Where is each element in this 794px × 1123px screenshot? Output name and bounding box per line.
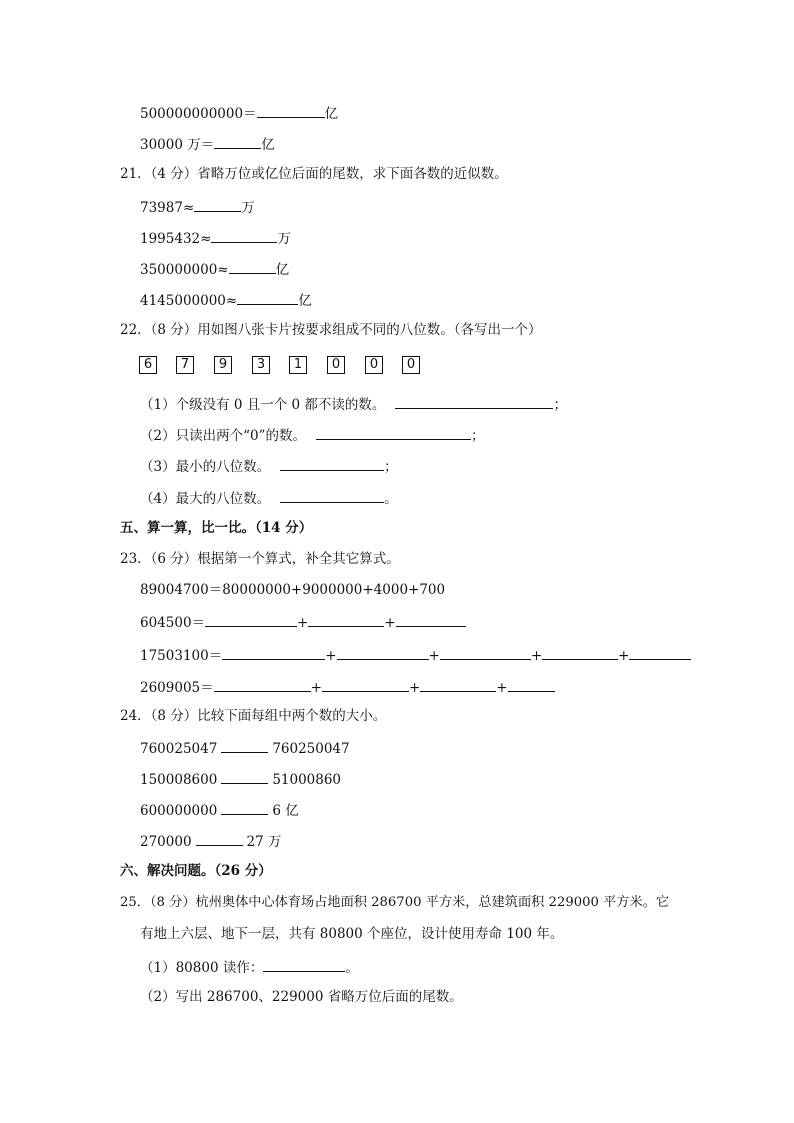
- plus-sign: +: [297, 615, 309, 631]
- q20-line-2-left: 30000 万＝: [140, 137, 215, 153]
- q23-row: [140, 645, 691, 665]
- q23-title: 23．（6 分）根据第一个算式，补全其它算式。: [120, 551, 400, 567]
- compare-right: 51000860: [272, 772, 342, 788]
- answer-blank[interactable]: [229, 259, 276, 274]
- q22-sub-text: （1）个级没有 0 且一个 0 都不读的数。: [140, 397, 386, 413]
- unit-label: 万: [277, 231, 291, 247]
- answer-blank[interactable]: [221, 738, 268, 753]
- unit-label: 亿: [324, 106, 339, 122]
- q21-item: [140, 259, 289, 279]
- q22-sub-text: （4）最大的八位数。: [140, 491, 271, 507]
- answer-blank[interactable]: [629, 645, 691, 660]
- plus-sign: +: [428, 648, 440, 664]
- answer-blank[interactable]: [196, 831, 243, 846]
- section-heading: 五、算一算，比一比。（14 分）: [120, 520, 313, 536]
- q21-item-left: 1995432≈: [140, 231, 212, 247]
- answer-blank[interactable]: [280, 488, 384, 503]
- answer-blank[interactable]: [322, 677, 409, 692]
- punctuation: ；: [553, 397, 567, 413]
- plus-sign: +: [496, 680, 508, 696]
- q22-sub-item: [140, 394, 567, 414]
- q21-item: [140, 197, 255, 217]
- q22-sub-item: [140, 488, 398, 508]
- answer-blank[interactable]: [194, 197, 241, 212]
- unit-label: 万: [241, 200, 255, 216]
- q23-row-left: 2609005＝: [140, 680, 214, 696]
- compare-right: 6 亿: [272, 803, 299, 819]
- compare-right: 27 万: [246, 834, 282, 850]
- q24-item: [140, 831, 282, 851]
- q20-line-1: [140, 103, 338, 123]
- q22-sub-text: （2）只读出两个“0”的数。: [140, 428, 306, 444]
- answer-blank[interactable]: [222, 645, 325, 660]
- q23-row: [140, 677, 555, 697]
- answer-blank[interactable]: [214, 677, 311, 692]
- unit-label: 亿: [298, 293, 312, 309]
- q24-title: 24．（8 分）比较下面每组中两个数的大小。: [120, 708, 387, 724]
- q22-sub-text: （3）最小的八位数。: [140, 459, 271, 475]
- q21-item: [140, 290, 312, 310]
- q21-item: [140, 228, 291, 248]
- q22-sub-item: [140, 425, 484, 445]
- answer-blank[interactable]: [221, 769, 268, 784]
- q21-item-left: 350000000≈: [140, 262, 229, 278]
- answer-blank[interactable]: [211, 228, 277, 243]
- digit-card: 6: [139, 356, 157, 374]
- compare-left: 150008600: [140, 772, 218, 788]
- answer-blank[interactable]: [205, 612, 297, 627]
- q25-text-line-2: 有地上六层、地下一层，共有 80800 个座位，设计使用寿命 100 年。: [140, 926, 564, 942]
- plus-sign: +: [530, 648, 543, 664]
- digit-card: 3: [252, 356, 270, 374]
- answer-blank[interactable]: [237, 290, 298, 305]
- digit-card: 0: [327, 356, 345, 374]
- q24-item: [140, 738, 350, 758]
- plus-sign: +: [618, 648, 630, 664]
- q21-item-left: 73987≈: [140, 200, 195, 216]
- answer-blank[interactable]: [316, 425, 471, 440]
- punctuation: ；: [470, 428, 485, 444]
- answer-blank[interactable]: [396, 612, 466, 627]
- plus-sign: +: [325, 648, 337, 664]
- plus-sign: +: [384, 615, 396, 631]
- answer-blank[interactable]: [337, 645, 429, 660]
- q21-title: 21．（4 分）省略万位或亿位后面的尾数，求下面各数的近似数。: [120, 166, 508, 182]
- answer-blank[interactable]: [221, 800, 268, 815]
- q25-sub-text: （1）80800 读作：: [140, 960, 264, 976]
- unit-label: 亿: [275, 262, 290, 278]
- answer-blank[interactable]: [214, 134, 261, 149]
- digit-card: 9: [214, 356, 232, 374]
- q20-line-2: [140, 134, 275, 154]
- q20-line-1-left: 500000000000＝: [140, 106, 257, 122]
- q23-row: [140, 612, 466, 632]
- answer-blank[interactable]: [440, 645, 531, 660]
- answer-blank[interactable]: [395, 394, 553, 409]
- answer-blank[interactable]: [308, 612, 384, 627]
- digit-card: 0: [365, 356, 383, 374]
- unit-label: 亿: [261, 137, 275, 153]
- q25-sub-item: [140, 957, 359, 977]
- answer-blank[interactable]: [420, 677, 496, 692]
- q21-item-left: 4145000000≈: [140, 293, 238, 309]
- digit-card: 7: [176, 356, 194, 374]
- compare-right: 760250047: [272, 741, 350, 757]
- punctuation: 。: [345, 960, 359, 976]
- plus-sign: +: [310, 680, 322, 696]
- compare-left: 600000000: [140, 803, 218, 819]
- punctuation: 。: [384, 491, 398, 507]
- answer-blank[interactable]: [280, 456, 384, 471]
- q24-item: [140, 800, 299, 820]
- q25-sub-item: （2）写出 286700、229000 省略万位后面的尾数。: [140, 989, 463, 1005]
- q22-sub-item: [140, 456, 398, 476]
- digit-card: 0: [402, 356, 420, 374]
- q23-row-left: 17503100＝: [140, 648, 223, 664]
- answer-blank[interactable]: [542, 645, 618, 660]
- q22-title: 22．（8 分）用如图八张卡片按要求组成不同的八位数。（各写出一个）: [120, 322, 542, 338]
- answer-blank[interactable]: [508, 677, 555, 692]
- compare-left: 760025047: [140, 741, 218, 757]
- answer-blank[interactable]: [257, 103, 325, 118]
- q23-row-left: 604500＝: [140, 615, 206, 631]
- section-heading: 六、解决问题。（26 分）: [120, 863, 272, 879]
- compare-left: 270000: [140, 834, 192, 850]
- plus-sign: +: [408, 680, 421, 696]
- q23-example: 89004700＝80000000+9000000+4000+700: [140, 582, 446, 598]
- answer-blank[interactable]: [263, 957, 345, 972]
- digit-card: 1: [289, 356, 307, 374]
- q25-text-line-1: 25．（8 分）杭州奥体中心体育场占地面积 286700 平方米，总建筑面积 229000 平方米。它: [120, 895, 670, 910]
- punctuation: ；: [384, 459, 398, 475]
- q24-item: [140, 769, 341, 789]
